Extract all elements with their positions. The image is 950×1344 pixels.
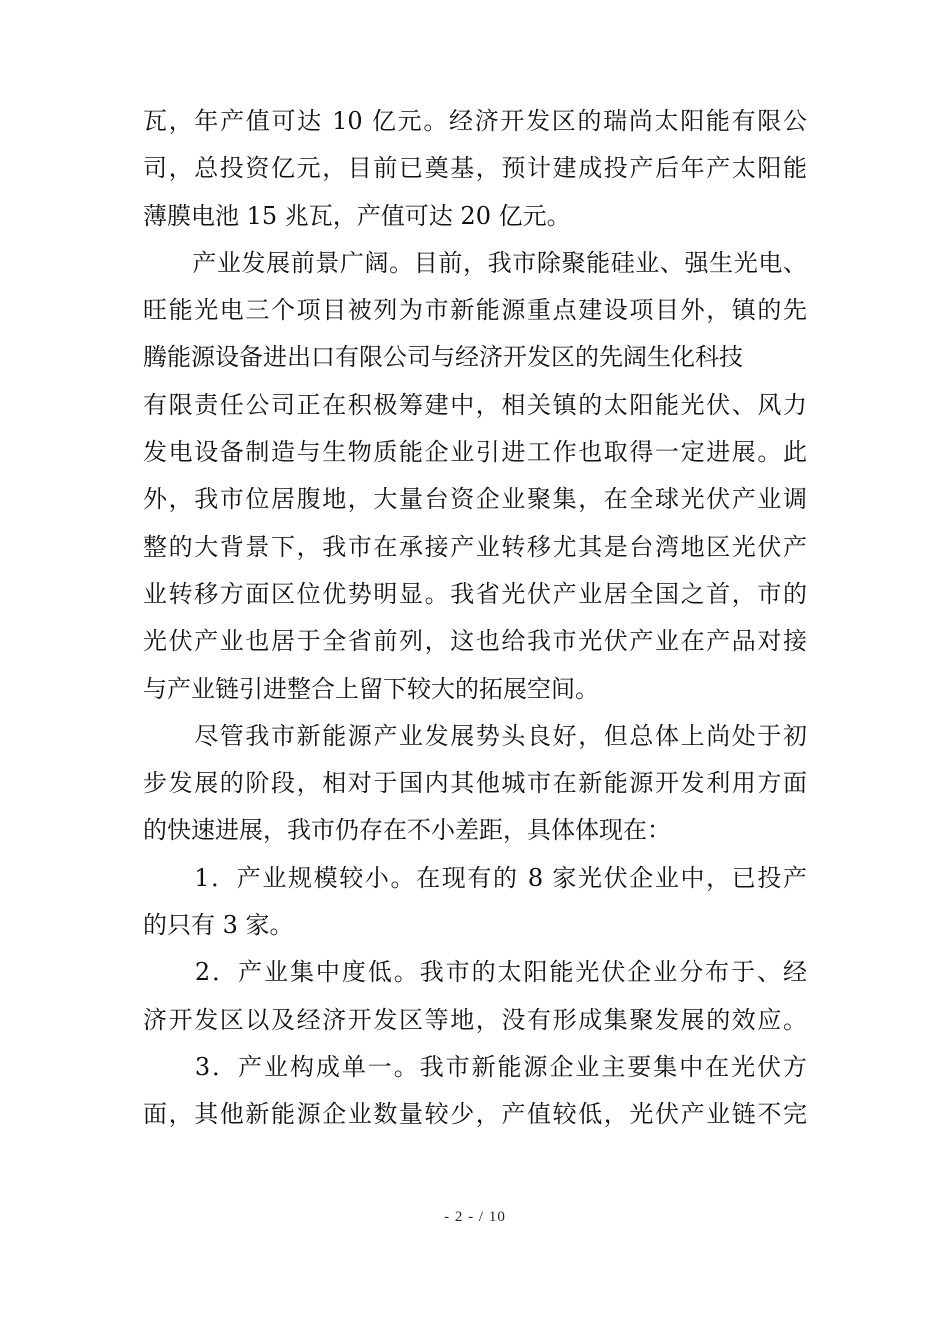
text-line-2: 司，总投资亿元，目前已奠基，预计建成投产后年产太阳能 — [143, 154, 807, 183]
text-line-22: 面，其他新能源企业数量较少，产值较低，光伏产业链不完 — [143, 1100, 807, 1129]
text-line-21: 3．产业构成单一。我市新能源企业主要集中在光伏方 — [143, 1052, 807, 1081]
text-line-4: 产业发展前景广阔。目前，我市除聚能硅业、强生光电、 — [143, 248, 807, 277]
text-line-7: 有限责任公司正在积极筹建中，相关镇的太阳能光伏、风力 — [143, 390, 807, 419]
text-line-19: 2．产业集中度低。我市的太阳能光伏企业分布于、经 — [143, 958, 807, 987]
text-line-1: 瓦，年产值可达 10 亿元。经济开发区的瑞尚太阳能有限公 — [143, 107, 807, 135]
page-number: - 2 - / 10 — [444, 1209, 506, 1225]
text-line-12: 光伏产业也居于全省前列，这也给我市光伏产业在产品对接 — [143, 627, 807, 656]
text-line-9: 外，我市位居腹地，大量台资企业聚集，在全球光伏产业调 — [143, 485, 807, 514]
text-line-5: 旺能光电三个项目被列为市新能源重点建设项目外，镇的先 — [143, 296, 807, 325]
text-line-13: 与产业链引进整合上留下较大的拓展空间。 — [143, 674, 599, 703]
text-line-17: 1．产业规模较小。在现有的 8 家光伏企业中，已投产 — [143, 863, 807, 892]
body-text — [143, 98, 807, 1139]
text-line-16: 的快速进展，我市仍存在不小差距，具体体现在： — [143, 816, 671, 845]
text-line-8: 发电设备制造与生物质能企业引进工作也取得一定进展。此 — [143, 438, 807, 467]
text-line-15: 步发展的阶段，相对于国内其他城市在新能源开发利用方面 — [143, 769, 807, 798]
text-line-11: 业转移方面区位优势明显。我省光伏产业居全国之首，市的 — [143, 579, 807, 608]
text-line-6: 腾能源设备进出口有限公司与经济开发区的先阔生化科技 — [143, 343, 743, 372]
text-line-3: 薄膜电池 15 兆瓦，产值可达 20 亿元。 — [143, 201, 571, 230]
text-line-20: 济开发区以及经济开发区等地，没有形成集聚发展的效应。 — [143, 1005, 807, 1034]
text-line-14: 尽管我市新能源产业发展势头良好，但总体上尚处于初 — [143, 721, 807, 750]
text-line-18: 的只有 3 家。 — [143, 911, 294, 940]
text-line-10: 整的大背景下，我市在承接产业转移尤其是台湾地区光伏产 — [143, 532, 807, 561]
